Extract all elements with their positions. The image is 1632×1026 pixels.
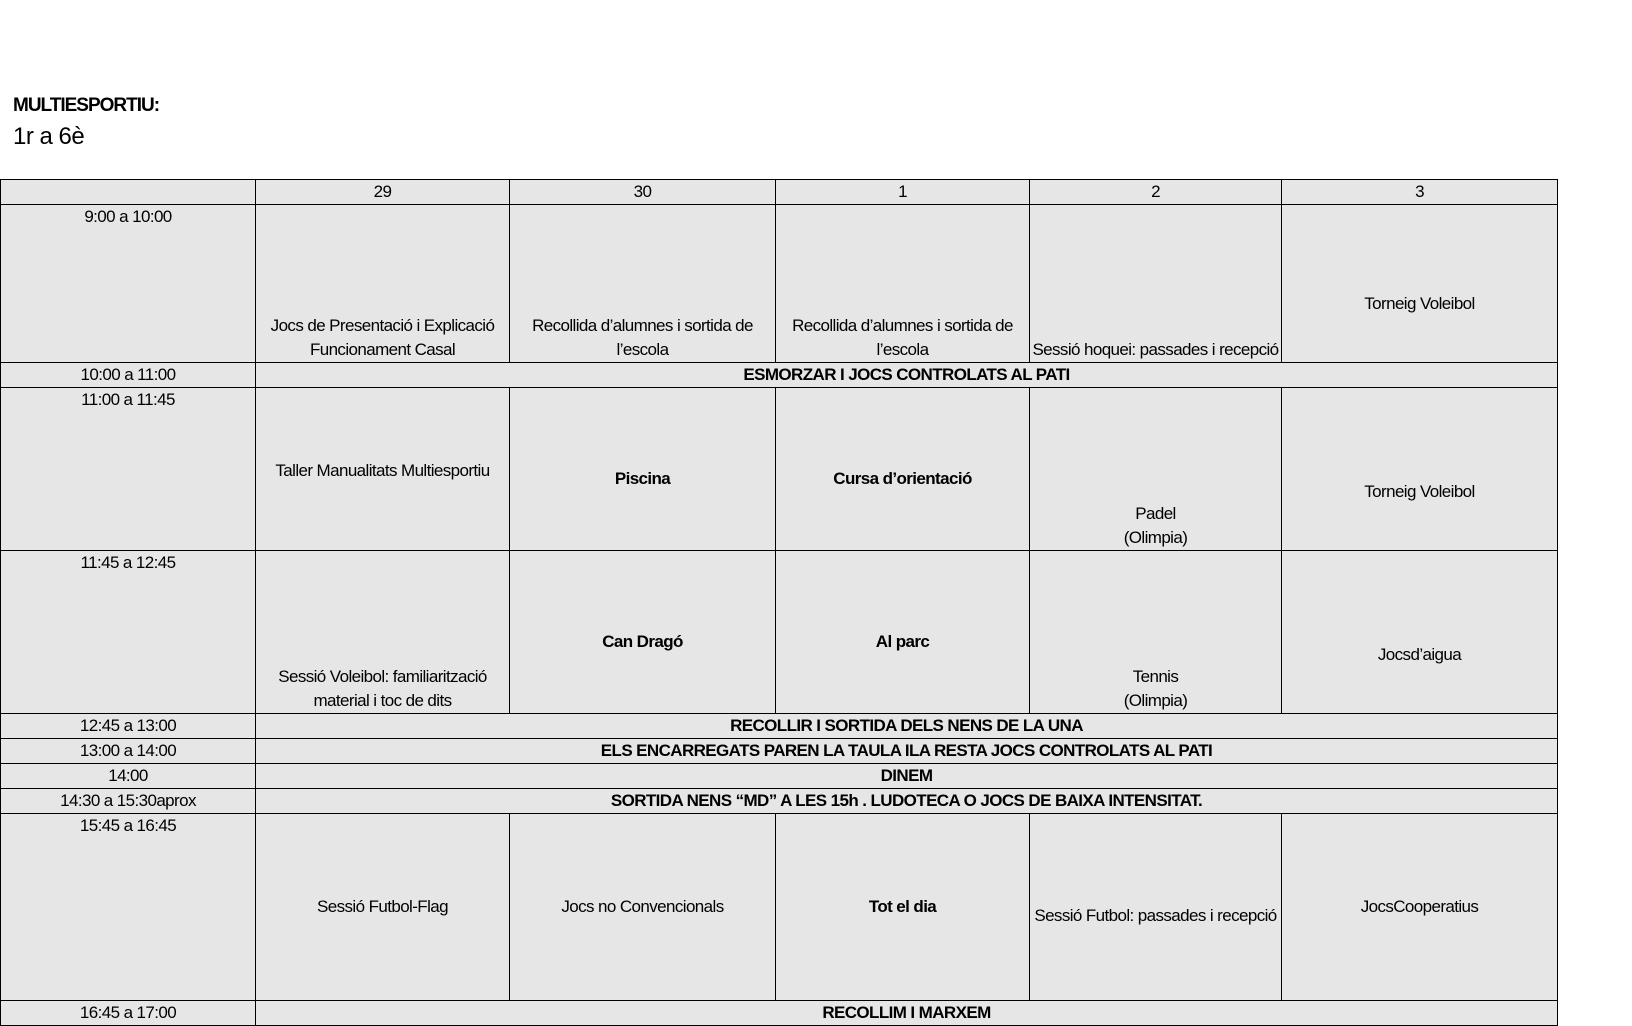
activity-cell: Torneig Voleibol — [1282, 205, 1558, 363]
time-cell: 16:45 a 17:00 — [1, 1001, 256, 1026]
activity-line: Tennis — [1132, 667, 1179, 686]
time-cell: 9:00 a 10:00 — [1, 205, 256, 363]
table-row — [1, 1001, 1558, 1026]
activity-cell: Al parc — [776, 551, 1030, 714]
activity-cell: Jocsd’aigua — [1282, 551, 1558, 714]
table-row — [1, 764, 1558, 789]
band-cell: SORTIDA NENS “MD” A LES 15h . LUDOTECA O JOCS DE BAIXA INTENSITAT. — [256, 789, 1558, 814]
time-cell: 12:45 a 13:00 — [1, 714, 256, 739]
time-cell: 13:00 a 14:00 — [1, 739, 256, 764]
activity-cell: Sessió hoquei: passades i recepció — [1030, 205, 1282, 363]
band-cell: ELS ENCARREGATS PAREN LA TAULA ILA RESTA JOCS CONTROLATS AL PATI — [256, 739, 1558, 764]
time-cell: 14:30 a 15:30aprox — [1, 789, 256, 814]
activity-line: (Olimpia) — [1123, 691, 1188, 710]
activity-cell: Recollida d’alumnes i sortida de l’escola — [776, 205, 1030, 363]
table-row — [1, 363, 1558, 388]
schedule-table — [0, 179, 1558, 1026]
table-row — [1, 739, 1558, 764]
activity-cell: Taller Manualitats Multiesportiu — [256, 388, 510, 551]
activity-line: Padel — [1135, 504, 1176, 523]
header-cell-day: 29 — [256, 180, 510, 205]
header-cell-day: 2 — [1030, 180, 1282, 205]
activity-line: (Olimpia) — [1123, 528, 1188, 547]
table-row — [1, 814, 1558, 1001]
table-header-row — [1, 180, 1558, 205]
time-cell: 14:00 — [1, 764, 256, 789]
header-cell-day: 30 — [510, 180, 776, 205]
time-cell: 11:00 a 11:45 — [1, 388, 256, 551]
activity-cell — [1030, 551, 1282, 714]
activity-cell: Can Dragó — [510, 551, 776, 714]
table-row — [1, 551, 1558, 714]
activity-cell: Jocs no Convencionals — [510, 814, 776, 1001]
time-cell: 10:00 a 11:00 — [1, 363, 256, 388]
activity-cell: Jocs de Presentació i Explicació Funcionament Casal — [256, 205, 510, 363]
page-subtitle: 1r a 6è — [13, 123, 85, 150]
band-cell: RECOLLIR I SORTIDA DELS NENS DE LA UNA — [256, 714, 1558, 739]
table-row — [1, 388, 1558, 551]
activity-cell: Torneig Voleibol — [1282, 388, 1558, 551]
table-row — [1, 714, 1558, 739]
activity-cell: Recollida d’alumnes i sortida de l’escola — [510, 205, 776, 363]
time-cell: 15:45 a 16:45 — [1, 814, 256, 1001]
header-cell-day: 3 — [1282, 180, 1558, 205]
table-row — [1, 205, 1558, 363]
activity-cell: JocsCooperatius — [1282, 814, 1558, 1001]
page-title: MULTIESPORTIU: — [13, 95, 160, 116]
activity-cell: Tot el dia — [776, 814, 1030, 1001]
band-cell: ESMORZAR I JOCS CONTROLATS AL PATI — [256, 363, 1558, 388]
time-cell: 11:45 a 12:45 — [1, 551, 256, 714]
band-cell: RECOLLIM I MARXEM — [256, 1001, 1558, 1026]
band-cell: DINEM — [256, 764, 1558, 789]
activity-cell — [1030, 388, 1282, 551]
activity-cell: Cursa d’orientació — [776, 388, 1030, 551]
header-cell-time — [1, 180, 256, 205]
header-cell-day: 1 — [776, 180, 1030, 205]
activity-cell: Piscina — [510, 388, 776, 551]
activity-cell: Sessió Futbol: passades i recepció — [1030, 814, 1282, 1001]
activity-cell: Sessió Futbol-Flag — [256, 814, 510, 1001]
activity-cell: Sessió Voleibol: familiarització material i toc de dits — [256, 551, 510, 714]
table-row — [1, 789, 1558, 814]
